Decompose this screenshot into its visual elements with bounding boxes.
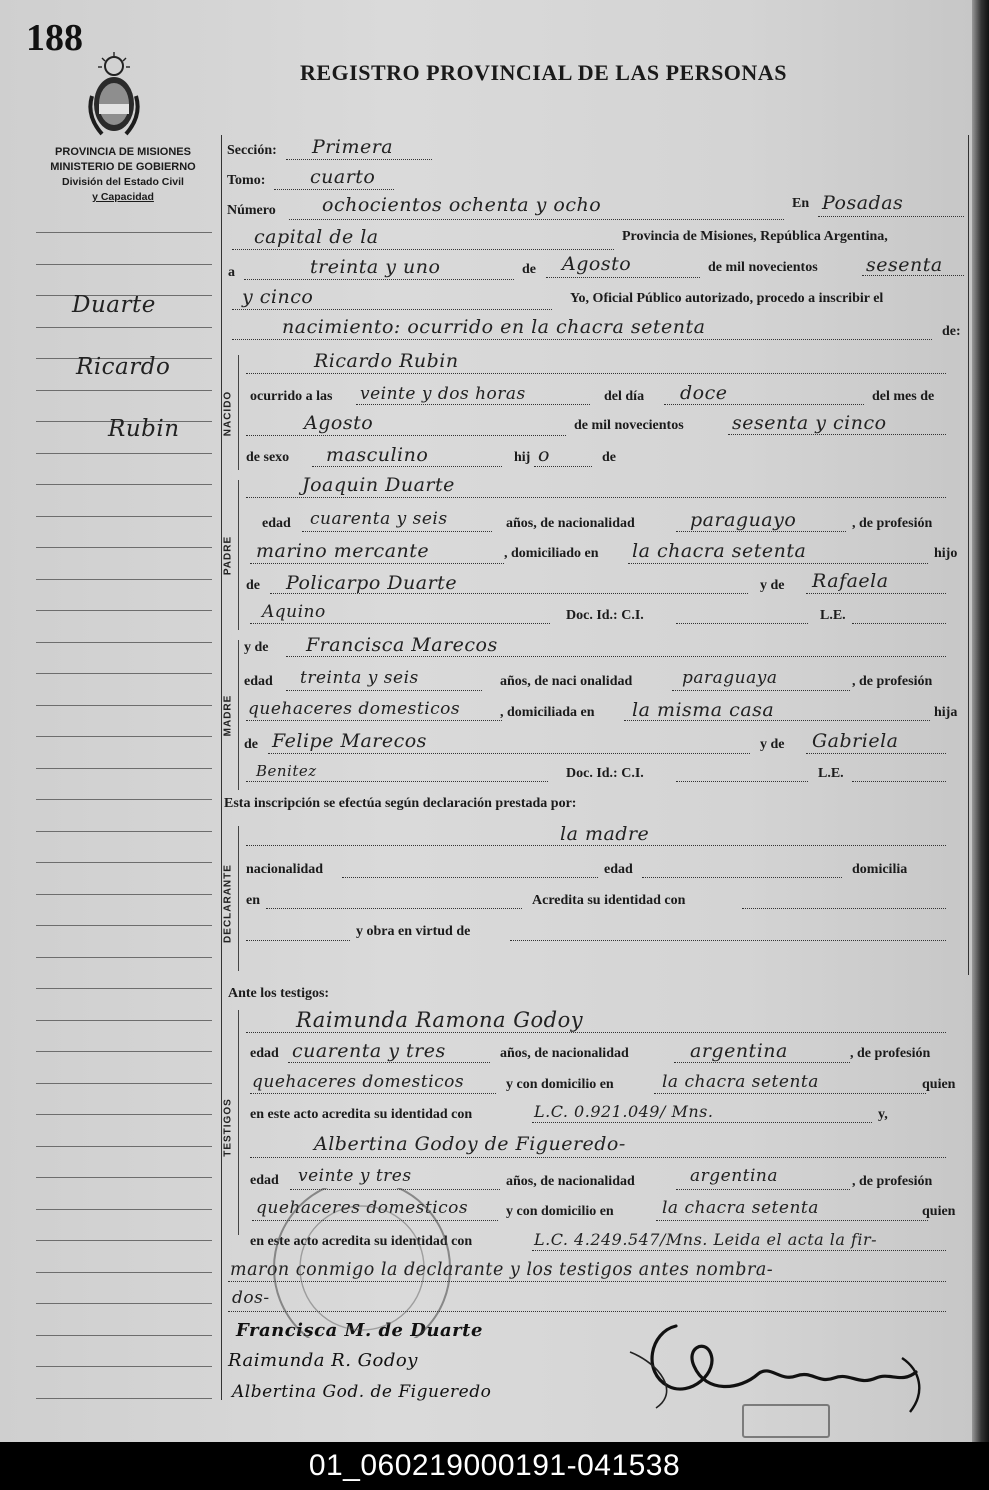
margin-rule-line: [36, 799, 212, 800]
label-hijo: hijo: [934, 546, 958, 561]
office-ministry: MINISTERIO DE GOBIERNO: [50, 161, 196, 173]
value-madre-edad: treinta y seis: [300, 668, 419, 688]
label-de3: de: [246, 578, 260, 593]
label-inscripcion: Esta inscripción se efectúa según declaración prestada por:: [224, 796, 577, 811]
margin-rule-line: [36, 988, 212, 989]
label-madre-profesion: , de profesión: [852, 674, 933, 689]
label-tomo: Tomo:: [227, 173, 266, 188]
label-edad-decl: edad: [604, 862, 633, 877]
label-t2-profesion: , de profesión: [852, 1174, 933, 1189]
value-seccion: Primera: [312, 136, 394, 158]
value-padre-nombre: Joaquin Duarte: [302, 474, 455, 496]
margin-rule-line: [36, 894, 212, 895]
margin-rule-line: [36, 1114, 212, 1115]
value-en: Posadas: [822, 192, 904, 214]
padre-bar: [238, 480, 239, 630]
value-tomo: cuarto: [310, 166, 376, 188]
label-padre-edad: edad: [262, 516, 291, 531]
margin-rule-line: [36, 516, 212, 517]
label-hij: hij: [514, 450, 531, 465]
madre-bar: [238, 640, 239, 790]
label-le2: L.E.: [818, 766, 844, 781]
value-padre-profesion: marino mercante: [256, 540, 430, 562]
label-de-mil2: de mil novecientos: [574, 418, 684, 433]
label-le: L.E.: [820, 608, 846, 623]
label-acredita: Acredita su identidad con: [532, 893, 686, 908]
label-madre-domicilio: , domiciliada en: [500, 705, 595, 720]
margin-second-name: Rubin: [108, 416, 180, 442]
label-t1-profesion: , de profesión: [850, 1046, 931, 1061]
margin-rule-line: [36, 831, 212, 832]
value-t1-profesion: quehaceres domesticos: [252, 1072, 465, 1092]
label-de: de: [522, 262, 536, 277]
value-acto: nacimiento: ocurrido en la chacra setenta: [282, 316, 706, 338]
label-de-colon: de:: [942, 324, 961, 339]
label-del-dia: del día: [604, 389, 645, 404]
label-de4: de: [244, 737, 258, 752]
margin-rule-line: [36, 1366, 212, 1367]
value-declarante: la madre: [560, 823, 650, 845]
scan-code: 01_060219000191-041538: [308, 1449, 681, 1482]
label-testigos: Ante los testigos:: [228, 986, 330, 1001]
margin-rule-line: [36, 768, 212, 769]
label-de-mil: de mil novecientos: [708, 260, 818, 275]
label-y-de2: y de: [244, 640, 269, 655]
label-t1-domicilio: y con domicilio en: [506, 1077, 614, 1092]
margin-rule-line: [36, 642, 212, 643]
page-number: 188: [26, 17, 83, 59]
label-y-de: y de: [760, 578, 785, 593]
label-a: a: [228, 265, 235, 280]
margin-rule-line: [36, 862, 212, 863]
value-testigo1: Raimunda Ramona Godoy: [296, 1008, 584, 1032]
value-padre-nacionalidad: paraguayo: [690, 509, 797, 531]
value-cierre2: dos-: [232, 1288, 270, 1308]
value-fecha-dia: treinta y uno: [310, 256, 441, 278]
value-t2-nacionalidad: argentina: [690, 1166, 779, 1186]
nacido-bar: [238, 355, 239, 470]
label-madre: MADRE: [222, 694, 234, 737]
value-padre-domicilio: la chacra setenta: [632, 540, 807, 562]
label-t1-nacionalidad: años, de nacionalidad: [500, 1046, 629, 1061]
label-t1-acredita: en este acto acredita su identidad con: [250, 1107, 473, 1122]
signature-testigo1: Raimunda R. Godoy: [228, 1350, 418, 1371]
margin-rule-line: [36, 327, 212, 328]
value-dia: doce: [680, 382, 728, 404]
label-testigos: TESTIGOS: [222, 1098, 234, 1157]
office-capacity: y Capacidad: [92, 191, 154, 203]
label-obra: y obra en virtud de: [356, 924, 471, 939]
form-right-border: [968, 135, 969, 975]
value-sexo: masculino: [326, 444, 429, 466]
label-de2: de: [602, 450, 616, 465]
label-en-decl: en: [246, 893, 260, 908]
value-t2-documento: L.C. 4.249.547/Mns. Leida el acta la fir-: [534, 1230, 878, 1249]
value-fecha-anio: sesenta: [866, 254, 943, 276]
margin-rule-line: [36, 453, 212, 454]
margin-rule-line: [36, 1209, 212, 1210]
value-hora: veinte y dos horas: [360, 384, 526, 404]
coat-of-arms-icon: [88, 52, 140, 140]
value-t1-edad: cuarenta y tres: [292, 1040, 446, 1062]
margin-rule-line: [36, 1146, 212, 1147]
label-padre-domicilio: , domiciliado en: [504, 546, 599, 561]
value-testigo2: Albertina Godoy de Figueredo-: [314, 1133, 626, 1155]
value-abuela-materna2: Benitez: [256, 762, 317, 780]
margin-rule-line: [36, 232, 212, 233]
label-madre-nacionalidad: años, de naci onalidad: [500, 674, 633, 689]
margin-rule-line: [36, 264, 212, 265]
registry-title: REGISTRO PROVINCIAL DE LAS PERSONAS: [300, 60, 787, 85]
office-province: PROVINCIA DE MISIONES: [55, 146, 191, 158]
value-abuela-materna: Gabriela: [812, 730, 899, 752]
label-padre-nacionalidad: años, de nacionalidad: [506, 516, 635, 531]
label-nacionalidad-decl: nacionalidad: [246, 862, 324, 877]
label-seccion: Sección:: [227, 143, 277, 158]
value-mes: Agosto: [304, 412, 374, 434]
margin-rule-line: [36, 705, 212, 706]
value-hij: o: [538, 444, 550, 466]
margin-rule-line: [36, 1051, 212, 1052]
value-cierre1: maron conmigo la declarante y los testigos antes nombra-: [230, 1260, 774, 1280]
office-division: División del Estado Civil: [62, 176, 184, 188]
margin-first-name: Ricardo: [76, 354, 171, 380]
margin-rule-line: [36, 1083, 212, 1084]
signature-testigo2: Albertina God. de Figueredo: [232, 1382, 492, 1402]
label-doc2: Doc. Id.: C.I.: [566, 766, 644, 781]
issuing-office: [28, 145, 218, 205]
value-padre-edad: cuarenta y seis: [310, 509, 448, 529]
official-seal: [262, 1188, 462, 1338]
value-fecha-anio2: y cinco: [242, 286, 314, 308]
label-declarante: DECLARANTE: [222, 864, 234, 943]
label-domicilia: domicilia: [852, 862, 908, 877]
value-abuelo-materno: Felipe Marecos: [272, 730, 427, 752]
signature-declarante: Francisca M. de Duarte: [236, 1320, 483, 1341]
label-en: En: [792, 196, 810, 211]
label-sexo: de sexo: [246, 450, 290, 465]
value-abuelo-paterno: Policarpo Duarte: [286, 572, 458, 594]
margin-rule-line: [36, 484, 212, 485]
value-t1-nacionalidad: argentina: [690, 1040, 788, 1062]
label-t2-edad: edad: [250, 1173, 279, 1188]
margin-rule-line: [36, 579, 212, 580]
value-madre-profesion: quehaceres domesticos: [248, 699, 461, 719]
margin-rule-line: [36, 1335, 212, 1336]
official-stamp: [742, 1404, 830, 1438]
label-t2-domicilio: y con domicilio en: [506, 1204, 614, 1219]
margin-rule-line: [36, 1398, 212, 1399]
label-padre: PADRE: [222, 535, 234, 576]
margin-rule-line: [36, 547, 212, 548]
label-t1-quien: quien: [922, 1077, 956, 1092]
value-fecha-mes: Agosto: [562, 253, 632, 275]
margin-rule-line: [36, 390, 212, 391]
margin-rule-line: [36, 610, 212, 611]
margin-rule-line: [36, 736, 212, 737]
scan-code-bar: [0, 1442, 989, 1490]
label-ocurrido: ocurrido a las: [250, 389, 333, 404]
label-y-de3: y de: [760, 737, 785, 752]
value-madre-nacionalidad: paraguaya: [682, 668, 778, 688]
value-madre-nombre: Francisca Marecos: [306, 634, 498, 656]
margin-rule-line: [36, 1303, 212, 1304]
label-provincia: Provincia de Misiones, República Argentina,: [622, 229, 888, 244]
declarante-bar: [238, 826, 239, 971]
margin-surname: Duarte: [72, 292, 156, 318]
value-t2-profesion: quehaceres domesticos: [256, 1198, 469, 1218]
page-edge-shadow: [972, 0, 989, 1442]
form-left-border: [221, 135, 222, 1400]
label-t1-edad: edad: [250, 1046, 279, 1061]
label-hija: hija: [934, 705, 958, 720]
value-numero: ochocientos ochenta y ocho: [322, 194, 602, 216]
margin-rule-line: [36, 1177, 212, 1178]
label-t2-acredita: en este acto acredita su identidad con: [250, 1234, 473, 1249]
value-abuela-paterna2: Aquino: [262, 602, 326, 622]
value-anio-nacimiento: sesenta y cinco: [732, 412, 887, 434]
value-madre-domicilio: la misma casa: [632, 699, 775, 721]
label-del-mes: del mes de: [872, 389, 935, 404]
margin-rule-line: [36, 1020, 212, 1021]
value-t2-domicilio: la chacra setenta: [662, 1198, 819, 1218]
value-capital: capital de la: [254, 226, 379, 248]
margin-rule-line: [36, 925, 212, 926]
label-nacido: NACIDO: [222, 390, 234, 437]
label-padre-profesion: , de profesión: [852, 516, 933, 531]
label-t2-quien: quien: [922, 1204, 956, 1219]
label-doc: Doc. Id.: C.I.: [566, 608, 644, 623]
label-t1-y: y,: [878, 1107, 888, 1122]
value-abuela-paterna: Rafaela: [812, 570, 889, 592]
label-numero: Número: [227, 203, 276, 218]
testigos-bar: [238, 1010, 239, 1235]
margin-rule-line: [36, 1272, 212, 1273]
value-t1-documento: L.C. 0.921.049/ Mns.: [534, 1102, 714, 1121]
label-madre-edad: edad: [244, 674, 273, 689]
margin-rule-line: [36, 1240, 212, 1241]
value-t2-edad: veinte y tres: [298, 1166, 412, 1186]
value-t1-domicilio: la chacra setenta: [662, 1072, 819, 1092]
label-yo: Yo, Oficial Público autorizado, procedo a inscribir el: [570, 291, 884, 306]
margin-rule-line: [36, 957, 212, 958]
margin-rule-line: [36, 673, 212, 674]
value-nombre-nacido: Ricardo Rubin: [314, 350, 459, 372]
label-t2-nacionalidad: años, de nacionalidad: [506, 1174, 635, 1189]
